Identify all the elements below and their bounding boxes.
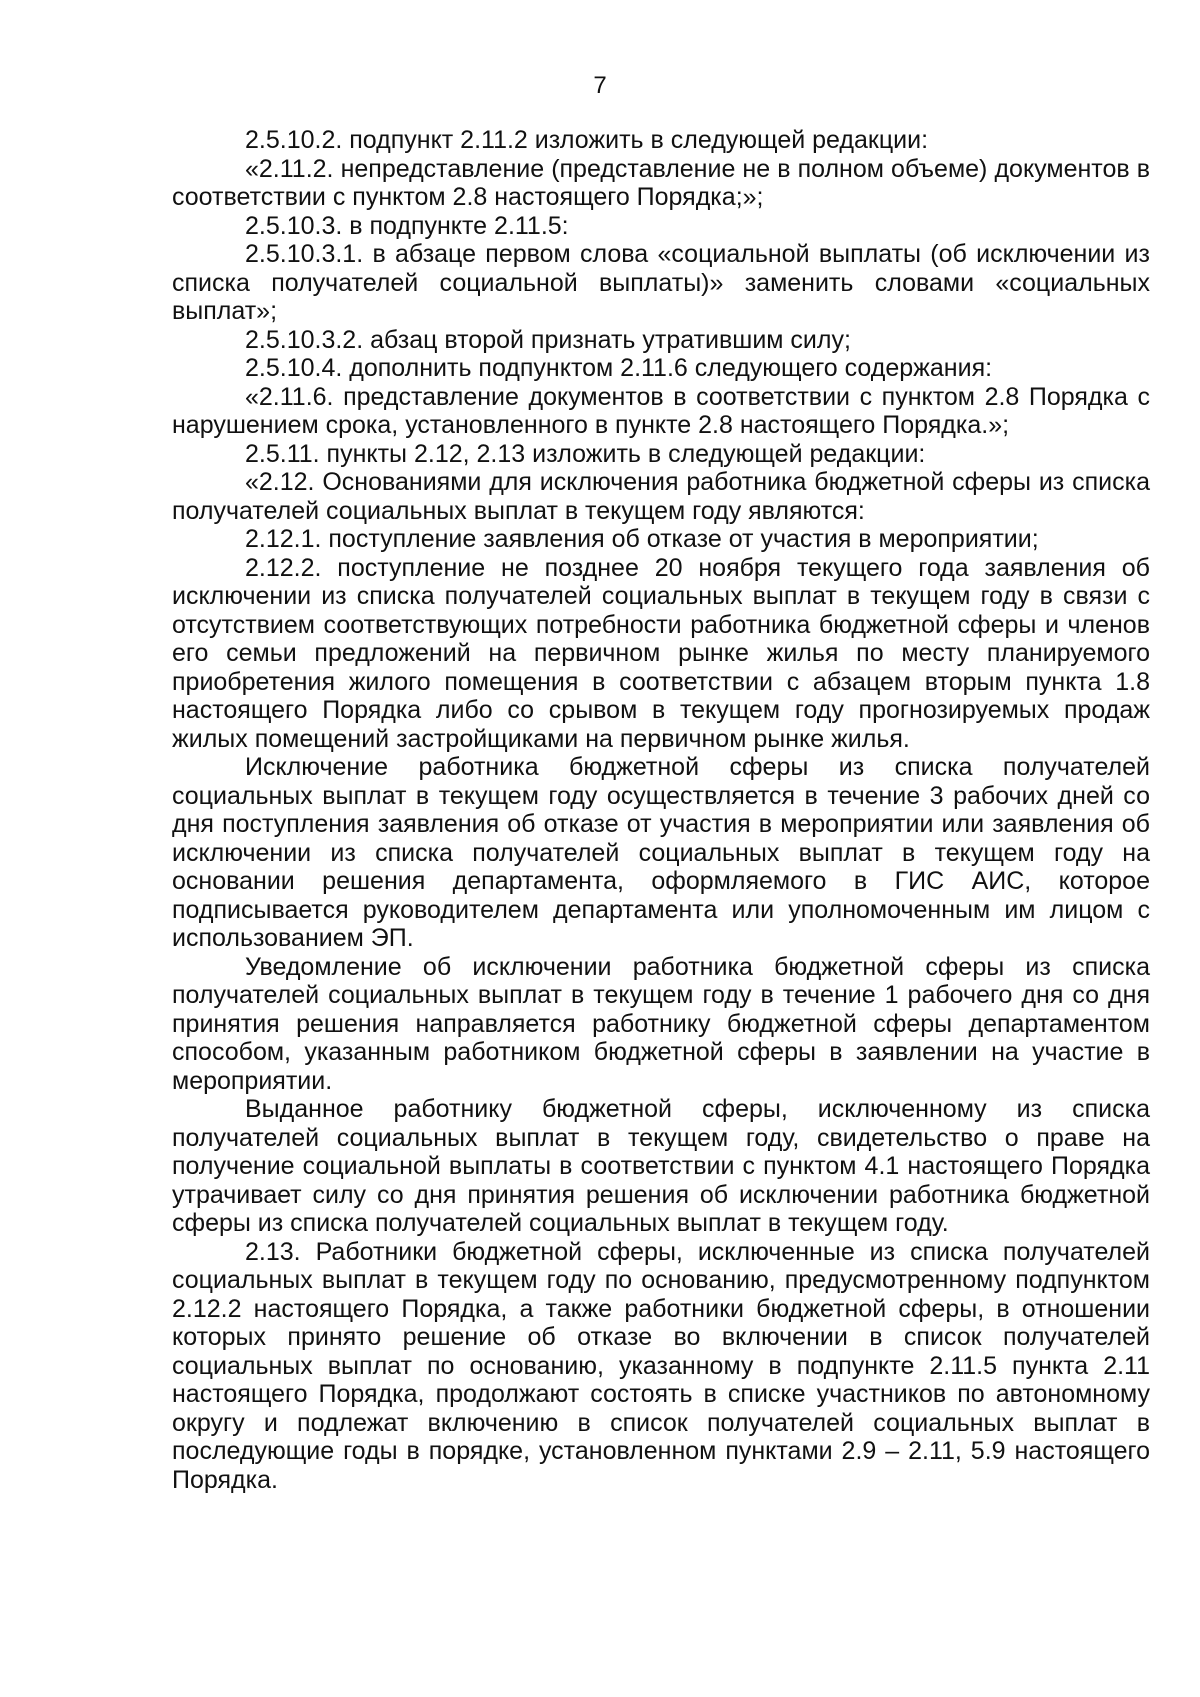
paragraph-2-5-11: 2.5.11. пункты 2.12, 2.13 изложить в следующей редакции:	[245, 439, 926, 468]
paragraph-2-11-6-quote: «2.11.6. представление документов в соответствии с пунктом 2.8 Порядка с нарушением срока, установленного в пункте 2.8 настоящего Порядка.»;	[172, 382, 1150, 439]
paragraph-exclusion-notice: Уведомление об исключении работника бюджетной сферы из списка получателей социальных выплат в текущем году в течение 1 рабочего дня со дня принятия решения направляется работнику бюджетной сферы департаментом способом, указанным работником бюджетной сферы в заявлении на участие в мероприятии.	[172, 952, 1150, 1095]
paragraph-2-5-10-3-1: 2.5.10.3.1. в абзаце первом слова «социальной выплаты (об исключении из списка получателей социальной выплаты)» заменить словами «социальных выплат»;	[172, 240, 1150, 325]
paragraph-certificate-void: Выданное работнику бюджетной сферы, исключенному из списка получателей социальных выплат в текущем году, свидетельство о праве на получение социальной выплаты в соответствии с пунктом 4.1 настоящего Порядка утрачивает силу со дня принятия решения об исключении работника бюджетной сферы из списка получателей социальных выплат в текущем году.	[172, 1095, 1150, 1237]
paragraph-2-12-1: 2.12.1. поступление заявления об отказе от участия в мероприятии;	[245, 525, 1039, 553]
paragraph-2-5-10-3-2: 2.5.10.3.2. абзац второй признать утратившим силу;	[245, 325, 851, 354]
paragraph-2-12-2: 2.12.2. поступление не позднее 20 ноября текущего года заявления об исключении из списка получателей социальных выплат в текущем году в связи с отсутствием соответствующих потребности работника бюджетной сферы и членов его семьи предложений на первичном рынке жилья по месту планируемого приобретения жилого помещения в соответствии с абзацем вторым пункта 1.8 настоящего Порядка либо со срывом в текущем году прогнозируемых продаж жилых помещений застройщиками на первичном рынке жилья.	[172, 553, 1150, 753]
paragraph-2-5-10-3: 2.5.10.3. в подпункте 2.11.5:	[245, 211, 569, 240]
paragraph-2-13: 2.13. Работники бюджетной сферы, исключенные из списка получателей социальных выплат в текущем году по основанию, предусмотренному подпунктом 2.12.2 настоящего Порядка, а также работники бюджетной сферы, в отношении которых принято решение об отказе во включении в список получателей социальных выплат по основанию, указанному в подпункте 2.11.5 пункта 2.11 настоящего Порядка, продолжают состоять в списке участников по автономному округу и подлежат включению в список получателей социальных выплат в последующие годы в порядке, установленном пунктами 2.9 – 2.11, 5.9 настоящего Порядка.	[172, 1237, 1150, 1494]
paragraph-exclusion-procedure: Исключение работника бюджетной сферы из списка получателей социальных выплат в текущем году осуществляется в течение 3 рабочих дней со дня поступления заявления об отказе от участия в мероприятии или заявления об исключении из списка получателей социальных выплат в текущем году на основании решения департамента, оформляемого в ГИС АИС, которое подписывается руководителем департамента или уполномоченным им лицом с использованием ЭП.	[172, 753, 1150, 952]
document-body	[172, 126, 1150, 1494]
paragraph-2-5-10-4: 2.5.10.4. дополнить подпунктом 2.11.6 следующего содержания:	[245, 354, 993, 382]
paragraph-2-12: «2.12. Основаниями для исключения работника бюджетной сферы из списка получателей социальных выплат в текущем году являются:	[172, 468, 1150, 525]
paragraph-2-5-10-2: 2.5.10.2. подпункт 2.11.2 изложить в следующей редакции:	[245, 126, 929, 154]
page-number: 7	[593, 72, 607, 99]
paragraph-2-11-2-quote: «2.11.2. непредставление (представление не в полном объеме) документов в соответствии с пунктом 2.8 настоящего Порядка;»;	[172, 154, 1150, 211]
